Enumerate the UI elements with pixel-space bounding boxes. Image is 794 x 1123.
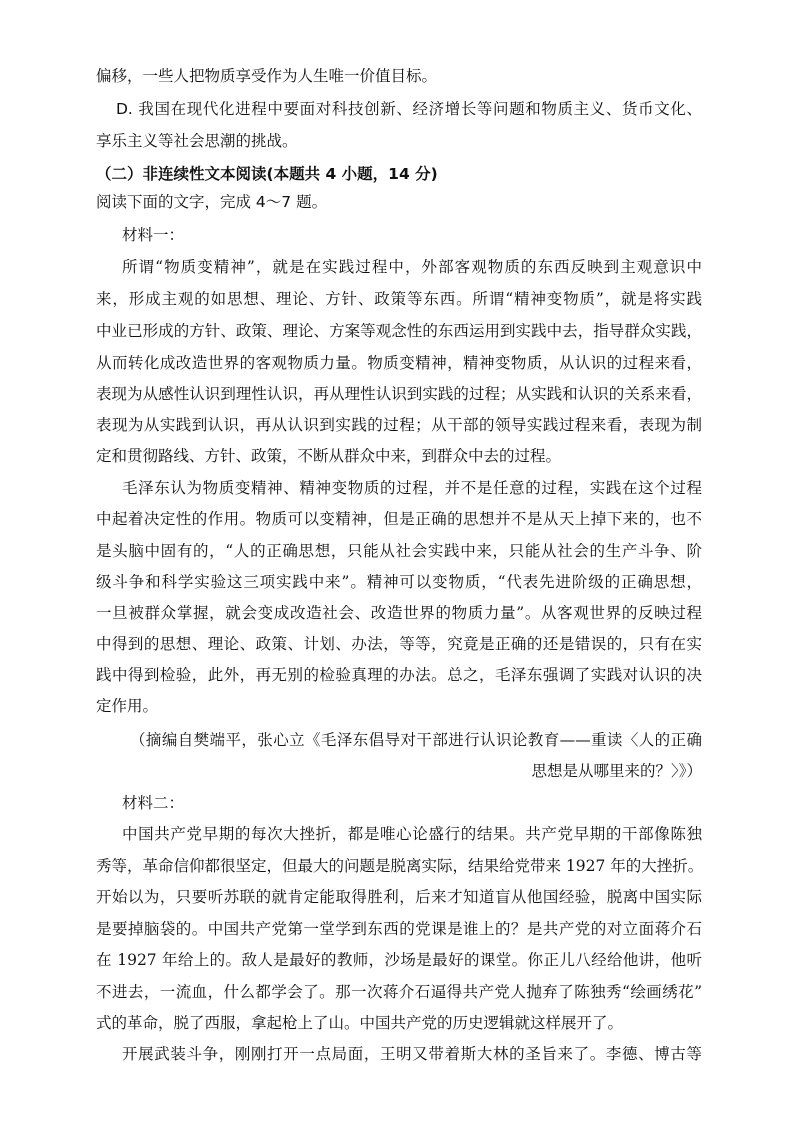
material-one-line: 一旦被群众掌握，就会变成改造社会、改造世界的物质力量”。从客观世界的反映过程 xyxy=(96,604,702,622)
option-c-continuation: 偏移，一些人把物质享受作为人生唯一价值目标。 xyxy=(96,67,438,85)
material-two-line: 式的革命，脱了西服，拿起枪上了山。中国共产党的历史逻辑就这样展开了。 xyxy=(96,1014,624,1032)
material-one-line: 中得到的思想、理论、政策、计划、办法，等等，究竟是正确的还是错误的，只有在实 xyxy=(96,635,702,653)
material-two-line: 开展武装斗争，刚刚打开一点局面，王明又带着斯大林的圣旨来了。李德、博古等 xyxy=(122,1045,702,1063)
material-one-line: 定作用。 xyxy=(96,697,159,715)
material-one-line: 表现为从感性认识到理性认识，再从理性认识到实践的过程；从实践和认识的关系来看， xyxy=(96,385,702,403)
material-two-line: 中国共产党早期的每次大挫折，都是唯心论盛行的结果。共产党早期的干部像陈独 xyxy=(122,825,702,843)
material-one-label: 材料一： xyxy=(122,226,185,244)
material-one-line: 中起着决定性的作用。物质可以变精神，但是正确的思想并不是从天上掉下来的，也不 xyxy=(96,510,702,528)
material-one-line: 从而转化成改造世界的客观物质力量。物质变精神，精神变物质，从认识的过程来看， xyxy=(96,354,702,372)
section-instruction: 阅读下面的文字，完成 4～7 题。 xyxy=(96,193,328,211)
material-one-line: 所谓“物质变精神”，就是在实践过程中，外部客观物质的东西反映到主观意识中 xyxy=(122,258,702,276)
material-one-line: 践中得到检验，此外，再无别的检验真理的办法。总之，毛泽东强调了实践对认识的决 xyxy=(96,666,702,684)
material-one-line: 级斗争和科学实验这三项实践中来”。精神可以变物质，“代表先进阶级的正确思想， xyxy=(96,573,702,591)
option-d-line2: 享乐主义等社会思潮的挑战。 xyxy=(96,132,298,150)
material-one-line: 毛泽东认为物质变精神、精神变物质的过程，并不是任意的过程，实践在这个过程 xyxy=(122,479,702,497)
material-one-source-cont: 思想是从哪里来的？〉》） xyxy=(531,762,702,780)
material-two-line: 在 1927 年给上的。敌人是最好的教师，沙场是最好的课堂。你正儿八经给他讲，他听 xyxy=(96,951,702,969)
material-one-source: （摘编自樊端平，张心立《毛泽东倡导对干部进行认识论教育——重读〈人的正确 xyxy=(130,731,702,749)
material-one-line: 定和贯彻路线、方针、政策，不断从群众中来，到群众中去的过程。 xyxy=(96,447,562,465)
material-one-line: 中业已形成的方针、政策、理论、方案等观念性的东西运用到实践中去，指导群众实践， xyxy=(96,322,702,340)
option-d-line1: D. 我国在现代化进程中要面对科技创新、经济增长等问题和物质主义、货币文化、 xyxy=(116,100,702,118)
material-two-line: 开始以为，只要听苏联的就肯定能取得胜利，后来才知道盲从他国经验，脱离中国实际 xyxy=(96,888,702,906)
material-one-line: 是头脑中固有的，“人的正确思想，只能从社会实践中来，只能从社会的生产斗争、阶 xyxy=(96,542,702,560)
material-two-label: 材料二： xyxy=(122,794,185,812)
material-two-line: 不进去，一流血，什么都学会了。那一次蒋介石逼得共产党人抛弃了陈独秀“绘画绣花” xyxy=(96,983,702,1001)
section-heading: （二）非连续性文本阅读(本题共 4 小题，14 分) xyxy=(96,165,438,183)
material-two-line: 秀等，革命信仰都很坚定，但最大的问题是脱离实际，结果给党带来 1927 年的大挫折。 xyxy=(96,857,704,875)
material-two-line: 是要掉脑袋的。中国共产党第一堂学到东西的党课是谁上的？是共产党的对立面蒋介石 xyxy=(96,920,702,938)
material-one-line: 来，形成主观的如思想、理论、方针、政策等东西。所谓“精神变物质”，就是将实践 xyxy=(96,290,702,308)
material-one-line: 表现为从实践到认识，再从认识到实践的过程；从干部的领导实践过程来看，表现为制 xyxy=(96,416,702,434)
